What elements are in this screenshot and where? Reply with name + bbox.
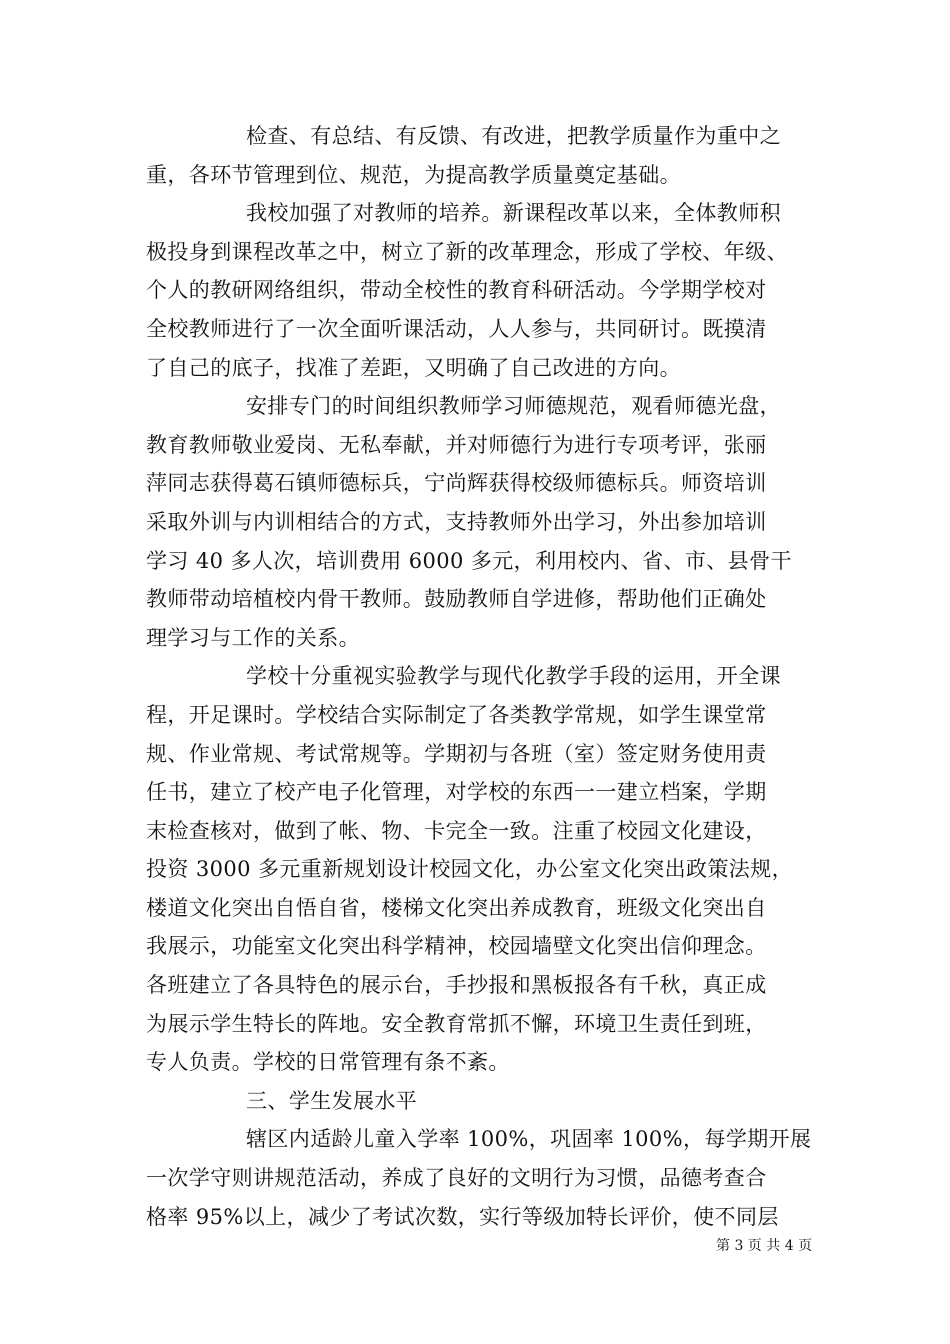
text-line: 一次学守则讲规范活动，养成了良好的文明行为习惯，品德考查合	[146, 1166, 767, 1191]
text-line: 我校加强了对教师的培养。新课程改革以来，全体教师积	[246, 201, 781, 226]
text-line: 采取外训与内训相结合的方式，支持教师外出学习，外出参加培训	[146, 509, 767, 534]
text-line: 萍同志获得葛石镇师德标兵，宁尚辉获得校级师德标兵。师资培训	[146, 471, 767, 496]
text-line: 个人的教研网络组织，带动全校性的教育科研活动。今学期学校对	[146, 278, 767, 303]
text-line: 专人负责。学校的日常管理有条不紊。	[146, 1050, 510, 1075]
text-line: 了自己的底子，找准了差距，又明确了自己改进的方向。	[146, 355, 681, 380]
text-line: 学校十分重视实验教学与现代化教学手段的运用，开全课	[246, 664, 781, 689]
text-line: 理学习与工作的关系。	[146, 625, 360, 650]
document-body	[146, 117, 810, 1236]
text-line: 末检查核对，做到了帐、物、卡完全一致。注重了校园文化建设，	[146, 818, 767, 843]
text-line: 各班建立了各具特色的展示台，手抄报和黑板报各有千秋，真正成	[146, 973, 767, 998]
text-line: 重，各环节管理到位、规范，为提高教学质量奠定基础。	[146, 162, 681, 187]
text-line: 楼道文化突出自悟自省，楼梯文化突出养成教育，班级文化突出自	[146, 895, 767, 920]
text-line: 极投身到课程改革之中，树立了新的改革理念，形成了学校、年级、	[146, 239, 788, 264]
text-line: 为展示学生特长的阵地。安全教育常抓不懈，环境卫生责任到班，	[146, 1011, 767, 1036]
text-line: 规、作业常规、考试常规等。学期初与各班（室）签定财务使用责	[146, 741, 767, 766]
text-line: 任书，建立了校产电子化管理，对学校的东西一一建立档案，学期	[146, 780, 767, 805]
text-line: 程，开足课时。学校结合实际制定了各类教学常规，如学生课堂常	[146, 702, 767, 727]
text-line: 安排专门的时间组织教师学习师德规范，观看师德光盘，	[246, 394, 781, 419]
section-heading: 三、学生发展水平	[246, 1088, 418, 1113]
text-line: 检查、有总结、有反馈、有改进，把教学质量作为重中之	[246, 124, 781, 148]
text-line: 辖区内适龄儿童入学率 100%，巩固率 100%，每学期开展	[246, 1127, 812, 1152]
text-line: 投资 3000 多元重新规划设计校园文化，办公室文化突出政策法规，	[146, 857, 793, 882]
page-number: 第 3 页 共 4 页	[716, 1238, 813, 1254]
text-line: 教师带动培植校内骨干教师。鼓励教师自学进修，帮助他们正确处	[146, 587, 767, 612]
text-line: 我展示，功能室文化突出科学精神，校园墙壁文化突出信仰理念。	[146, 934, 767, 959]
text-line: 全校教师进行了一次全面听课活动，人人参与，共同研讨。既摸清	[146, 316, 767, 341]
text-line: 格率 95%以上，减少了考试次数，实行等级加特长评价，使不同层	[146, 1204, 779, 1229]
text-line: 学习 40 多人次，培训费用 6000 多元，利用校内、省、市、县骨干	[146, 548, 792, 573]
text-line: 教育教师敬业爱岗、无私奉献，并对师德行为进行专项考评，张丽	[146, 432, 767, 457]
